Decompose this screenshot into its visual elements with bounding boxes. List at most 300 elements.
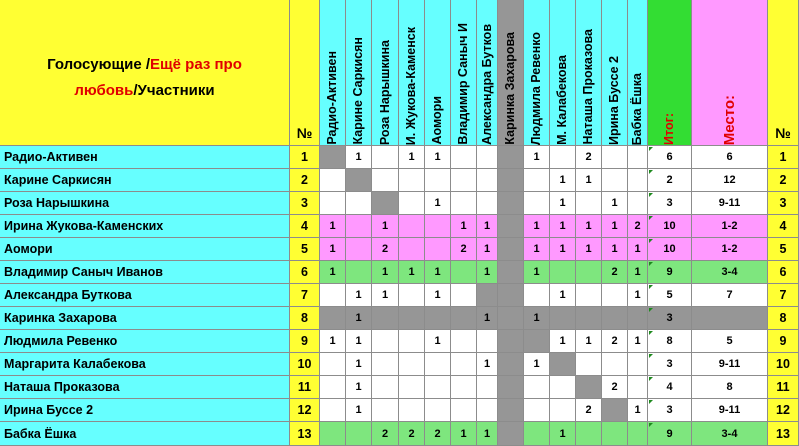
participant-number-right: 4 — [779, 219, 787, 233]
row-no-7[interactable] — [290, 284, 320, 307]
vote-cell[interactable] — [477, 238, 498, 261]
vote-cell[interactable] — [602, 146, 628, 169]
row-no-2[interactable] — [290, 169, 320, 192]
row-name-1[interactable] — [0, 146, 290, 169]
vote-cell[interactable] — [451, 307, 477, 330]
row-no-right-1[interactable] — [768, 146, 799, 169]
vote-cell[interactable] — [346, 284, 372, 307]
vote-cell[interactable] — [399, 192, 425, 215]
vote-cell[interactable] — [320, 399, 346, 422]
row-place-2[interactable] — [692, 169, 768, 192]
vote-value: 1 — [329, 220, 336, 232]
row-place-5[interactable] — [692, 238, 768, 261]
vote-cell[interactable] — [477, 399, 498, 422]
vote-cell[interactable] — [399, 307, 425, 330]
vote-cell[interactable] — [372, 238, 399, 261]
header-col-2[interactable] — [346, 0, 372, 146]
vote-cell[interactable] — [498, 307, 524, 330]
vote-cell[interactable] — [320, 330, 346, 353]
header-col-label: М. Калабекова — [555, 55, 570, 145]
vote-cell[interactable] — [550, 353, 576, 376]
vote-cell[interactable] — [628, 261, 648, 284]
vote-cell[interactable] — [498, 399, 524, 422]
row-no-11[interactable] — [290, 376, 320, 399]
vote-cell[interactable] — [576, 376, 602, 399]
header-no-cell[interactable] — [290, 0, 320, 146]
vote-cell[interactable] — [602, 422, 628, 446]
vote-cell[interactable] — [524, 192, 550, 215]
vote-cell[interactable] — [628, 146, 648, 169]
participant-number-right: 3 — [779, 196, 787, 210]
vote-cell[interactable] — [602, 215, 628, 238]
participant-number: 9 — [301, 334, 308, 348]
vote-value: 1 — [634, 266, 641, 278]
participant-number: 10 — [297, 357, 312, 371]
vote-cell[interactable] — [477, 422, 498, 446]
vote-cell[interactable] — [320, 422, 346, 446]
participant-number-right: 12 — [776, 403, 790, 417]
row-place-7[interactable] — [692, 284, 768, 307]
vote-cell[interactable] — [602, 307, 628, 330]
vote-cell[interactable] — [372, 169, 399, 192]
vote-cell[interactable] — [550, 215, 576, 238]
vote-cell[interactable] — [498, 169, 524, 192]
vote-value: 2 — [381, 243, 389, 255]
vote-cell[interactable] — [524, 307, 550, 330]
vote-cell[interactable] — [498, 330, 524, 353]
vote-cell[interactable] — [477, 307, 498, 330]
vote-cell[interactable] — [451, 192, 477, 215]
vote-cell[interactable] — [498, 376, 524, 399]
header-col-label: Радио-Активен — [325, 51, 340, 145]
vote-cell[interactable] — [346, 307, 372, 330]
vote-cell[interactable] — [550, 284, 576, 307]
row-name-11[interactable] — [0, 376, 290, 399]
vote-cell[interactable] — [550, 192, 576, 215]
row-total-10[interactable] — [648, 353, 692, 376]
row-place-9[interactable] — [692, 330, 768, 353]
participant-number: 3 — [301, 196, 308, 210]
vote-cell[interactable] — [550, 169, 576, 192]
vote-cell[interactable] — [477, 330, 498, 353]
vote-cell[interactable] — [524, 399, 550, 422]
vote-cell[interactable] — [320, 376, 346, 399]
row-no-right-4[interactable] — [768, 215, 799, 238]
header-col-6[interactable] — [451, 0, 477, 146]
vote-cell[interactable] — [399, 146, 425, 169]
participant-number: 1 — [301, 150, 308, 164]
row-place-12[interactable] — [692, 399, 768, 422]
vote-cell[interactable] — [477, 192, 498, 215]
header-col-9[interactable] — [524, 0, 550, 146]
vote-cell[interactable] — [498, 353, 524, 376]
vote-cell[interactable] — [576, 261, 602, 284]
vote-cell[interactable] — [576, 422, 602, 446]
place-value: 9-11 — [718, 404, 741, 416]
vote-cell[interactable] — [602, 261, 628, 284]
vote-cell[interactable] — [425, 399, 451, 422]
vote-cell[interactable] — [550, 261, 576, 284]
row-place-13[interactable] — [692, 422, 768, 446]
vote-cell[interactable] — [320, 215, 346, 238]
vote-cell[interactable] — [346, 146, 372, 169]
vote-value: 2 — [611, 381, 618, 393]
header-col-label: И. Жукова-Каменск — [404, 26, 419, 145]
vote-cell[interactable] — [346, 192, 372, 215]
vote-cell[interactable] — [425, 215, 451, 238]
row-no-3[interactable] — [290, 192, 320, 215]
vote-cell[interactable] — [524, 169, 550, 192]
row-name-8[interactable] — [0, 307, 290, 330]
row-no-10[interactable] — [290, 353, 320, 376]
participant-number-right: 9 — [779, 334, 787, 348]
vote-cell[interactable] — [602, 353, 628, 376]
vote-cell[interactable] — [320, 169, 346, 192]
vote-cell[interactable] — [346, 376, 372, 399]
vote-cell[interactable] — [451, 146, 477, 169]
vote-cell[interactable] — [425, 284, 451, 307]
vote-cell[interactable] — [602, 376, 628, 399]
participant-number: 4 — [301, 219, 308, 233]
total-value: 10 — [663, 220, 676, 232]
row-name-9[interactable] — [0, 330, 290, 353]
vote-cell[interactable] — [425, 376, 451, 399]
row-place-8[interactable] — [692, 307, 768, 330]
row-total-1[interactable] — [648, 146, 692, 169]
vote-cell[interactable] — [451, 169, 477, 192]
row-no-13[interactable] — [290, 422, 320, 446]
vote-cell[interactable] — [346, 169, 372, 192]
row-name-12[interactable] — [0, 399, 290, 422]
row-no-right-6[interactable] — [768, 261, 799, 284]
vote-cell[interactable] — [524, 284, 550, 307]
header-col-5[interactable] — [425, 0, 451, 146]
vote-cell[interactable] — [451, 422, 477, 446]
vote-cell[interactable] — [576, 353, 602, 376]
row-name-7[interactable] — [0, 284, 290, 307]
header-no-right-cell[interactable] — [768, 0, 799, 146]
row-no-right-2[interactable] — [768, 169, 799, 192]
vote-cell[interactable] — [451, 399, 477, 422]
vote-cell[interactable] — [425, 169, 451, 192]
header-col-8[interactable] — [498, 0, 524, 146]
vote-cell[interactable] — [425, 192, 451, 215]
row-no-8[interactable] — [290, 307, 320, 330]
vote-cell[interactable] — [576, 238, 602, 261]
vote-cell[interactable] — [346, 353, 372, 376]
vote-cell[interactable] — [425, 353, 451, 376]
row-name-10[interactable] — [0, 353, 290, 376]
vote-cell[interactable] — [550, 376, 576, 399]
vote-cell[interactable] — [372, 261, 399, 284]
header-col-7[interactable] — [477, 0, 498, 146]
row-name-2[interactable] — [0, 169, 290, 192]
header-col-10[interactable] — [550, 0, 576, 146]
vote-value: 1 — [434, 289, 441, 301]
vote-cell[interactable] — [346, 238, 372, 261]
vote-value: 1 — [434, 151, 441, 163]
vote-value: 1 — [634, 289, 641, 301]
row-total-7[interactable] — [648, 284, 692, 307]
vote-cell[interactable] — [576, 215, 602, 238]
participant-name: Владимир Саныч Иванов — [4, 265, 163, 279]
row-total-11[interactable] — [648, 376, 692, 399]
header-col-label: Владимир Саныч И — [456, 23, 471, 145]
row-total-13[interactable] — [648, 422, 692, 446]
vote-cell[interactable] — [372, 307, 399, 330]
header-col-label: Аомори — [430, 96, 445, 145]
vote-cell[interactable] — [628, 307, 648, 330]
vote-cell[interactable] — [372, 399, 399, 422]
vote-cell[interactable] — [425, 307, 451, 330]
vote-cell[interactable] — [425, 422, 451, 446]
vote-cell[interactable] — [628, 376, 648, 399]
header-title-cell[interactable] — [0, 0, 290, 146]
header-col-label: Александра Бутков — [479, 24, 494, 145]
vote-cell[interactable] — [425, 146, 451, 169]
vote-cell[interactable] — [498, 422, 524, 446]
vote-cell[interactable] — [576, 284, 602, 307]
vote-value: 2 — [434, 427, 441, 440]
row-place-3[interactable] — [692, 192, 768, 215]
vote-value: 2 — [381, 427, 389, 440]
vote-cell[interactable] — [498, 146, 524, 169]
header-col-3[interactable] — [372, 0, 399, 146]
row-no-right-7[interactable] — [768, 284, 799, 307]
vote-cell[interactable] — [628, 238, 648, 261]
row-no-right-8[interactable] — [768, 307, 799, 330]
row-total-3[interactable] — [648, 192, 692, 215]
vote-cell[interactable] — [451, 238, 477, 261]
vote-cell[interactable] — [602, 284, 628, 307]
vote-cell[interactable] — [372, 330, 399, 353]
vote-value: 1 — [533, 266, 540, 278]
vote-value: 2 — [585, 404, 592, 416]
row-total-12[interactable] — [648, 399, 692, 422]
row-no-12[interactable] — [290, 399, 320, 422]
vote-cell[interactable] — [451, 376, 477, 399]
vote-cell[interactable] — [372, 376, 399, 399]
vote-value: 1 — [559, 427, 566, 440]
header-place-cell[interactable] — [692, 0, 768, 146]
row-no-4[interactable] — [290, 215, 320, 238]
total-value: 3 — [666, 404, 673, 416]
row-total-5[interactable] — [648, 238, 692, 261]
header-col-13[interactable] — [628, 0, 648, 146]
vote-cell[interactable] — [550, 307, 576, 330]
vote-value: 1 — [533, 358, 540, 370]
participant-name: Наташа Проказова — [4, 380, 120, 394]
row-no-right-5[interactable] — [768, 238, 799, 261]
vote-cell[interactable] — [524, 376, 550, 399]
row-total-6[interactable] — [648, 261, 692, 284]
row-no-right-13[interactable] — [768, 422, 799, 446]
vote-cell[interactable] — [399, 422, 425, 446]
row-no-9[interactable] — [290, 330, 320, 353]
vote-cell[interactable] — [524, 422, 550, 446]
vote-cell[interactable] — [451, 215, 477, 238]
vote-value: 1 — [460, 220, 467, 232]
row-name-13[interactable] — [0, 422, 290, 446]
vote-cell[interactable] — [602, 238, 628, 261]
vote-cell[interactable] — [451, 261, 477, 284]
row-total-9[interactable] — [648, 330, 692, 353]
vote-cell[interactable] — [399, 284, 425, 307]
vote-cell[interactable] — [628, 215, 648, 238]
vote-cell[interactable] — [477, 353, 498, 376]
vote-cell[interactable] — [320, 146, 346, 169]
vote-cell[interactable] — [628, 330, 648, 353]
vote-cell[interactable] — [372, 284, 399, 307]
vote-cell[interactable] — [628, 192, 648, 215]
vote-cell[interactable] — [477, 284, 498, 307]
vote-cell[interactable] — [576, 146, 602, 169]
vote-cell[interactable] — [320, 238, 346, 261]
vote-cell[interactable] — [451, 330, 477, 353]
vote-cell[interactable] — [399, 238, 425, 261]
row-name-5[interactable] — [0, 238, 290, 261]
vote-cell[interactable] — [399, 215, 425, 238]
vote-cell[interactable] — [602, 192, 628, 215]
row-total-2[interactable] — [648, 169, 692, 192]
vote-cell[interactable] — [498, 261, 524, 284]
vote-cell[interactable] — [399, 261, 425, 284]
vote-cell[interactable] — [477, 169, 498, 192]
vote-cell[interactable] — [320, 284, 346, 307]
vote-cell[interactable] — [320, 353, 346, 376]
vote-cell[interactable] — [576, 307, 602, 330]
vote-cell[interactable] — [451, 353, 477, 376]
vote-cell[interactable] — [550, 399, 576, 422]
vote-cell[interactable] — [425, 261, 451, 284]
vote-cell[interactable] — [576, 399, 602, 422]
vote-cell[interactable] — [372, 215, 399, 238]
vote-cell[interactable] — [628, 169, 648, 192]
row-no-right-12[interactable] — [768, 399, 799, 422]
row-no-right-11[interactable] — [768, 376, 799, 399]
vote-cell[interactable] — [628, 353, 648, 376]
vote-cell[interactable] — [346, 330, 372, 353]
vote-cell[interactable] — [602, 399, 628, 422]
vote-cell[interactable] — [399, 399, 425, 422]
header-col-11[interactable] — [576, 0, 602, 146]
vote-cell[interactable] — [498, 284, 524, 307]
participant-name: Ирина Буссе 2 — [4, 403, 94, 417]
row-name-6[interactable] — [0, 261, 290, 284]
vote-cell[interactable] — [477, 376, 498, 399]
vote-cell[interactable] — [451, 284, 477, 307]
row-no-right-9[interactable] — [768, 330, 799, 353]
vote-cell[interactable] — [524, 215, 550, 238]
header-col-label: Каринка Захарова — [503, 32, 518, 145]
vote-cell[interactable] — [628, 422, 648, 446]
row-place-6[interactable] — [692, 261, 768, 284]
vote-cell[interactable] — [576, 192, 602, 215]
vote-cell[interactable] — [477, 261, 498, 284]
total-value: 9 — [666, 266, 673, 278]
vote-cell[interactable] — [346, 261, 372, 284]
vote-cell[interactable] — [477, 215, 498, 238]
vote-value: 1 — [355, 404, 362, 416]
participant-name: Радио-Активен — [4, 150, 98, 164]
header-col-1[interactable] — [320, 0, 346, 146]
vote-cell[interactable] — [399, 169, 425, 192]
header-col-12[interactable] — [602, 0, 628, 146]
vote-cell[interactable] — [628, 399, 648, 422]
place-value: 8 — [726, 381, 733, 393]
vote-cell[interactable] — [320, 307, 346, 330]
vote-cell[interactable] — [602, 330, 628, 353]
row-place-4[interactable] — [692, 215, 768, 238]
vote-cell[interactable] — [550, 330, 576, 353]
vote-cell[interactable] — [524, 330, 550, 353]
vote-cell[interactable] — [425, 330, 451, 353]
header-total-cell[interactable] — [648, 0, 692, 146]
vote-cell[interactable] — [550, 422, 576, 446]
vote-cell[interactable] — [628, 284, 648, 307]
participant-name: Ирина Жукова-Каменских — [4, 219, 164, 233]
vote-value: 1 — [559, 243, 566, 255]
vote-cell[interactable] — [602, 169, 628, 192]
row-place-11[interactable] — [692, 376, 768, 399]
vote-cell[interactable] — [399, 376, 425, 399]
header-total-label: Итог: — [662, 113, 677, 145]
vote-cell[interactable] — [320, 192, 346, 215]
row-name-4[interactable] — [0, 215, 290, 238]
vote-cell[interactable] — [576, 330, 602, 353]
vote-cell[interactable] — [372, 353, 399, 376]
row-no-5[interactable] — [290, 238, 320, 261]
vote-cell[interactable] — [346, 422, 372, 446]
vote-cell[interactable] — [425, 238, 451, 261]
vote-cell[interactable] — [372, 146, 399, 169]
vote-cell[interactable] — [524, 261, 550, 284]
vote-cell[interactable] — [524, 353, 550, 376]
header-col-label: Наташа Проказова — [581, 29, 596, 145]
vote-cell[interactable] — [576, 169, 602, 192]
vote-cell[interactable] — [372, 192, 399, 215]
row-no-right-3[interactable] — [768, 192, 799, 215]
vote-cell[interactable] — [320, 261, 346, 284]
row-total-4[interactable] — [648, 215, 692, 238]
row-no-1[interactable] — [290, 146, 320, 169]
header-col-4[interactable] — [399, 0, 425, 146]
row-no-right-10[interactable] — [768, 353, 799, 376]
vote-cell[interactable] — [372, 422, 399, 446]
vote-cell[interactable] — [498, 238, 524, 261]
header-col-label: Роза Нарышкина — [377, 39, 392, 145]
vote-cell[interactable] — [550, 238, 576, 261]
total-value: 8 — [666, 335, 673, 347]
vote-cell[interactable] — [550, 146, 576, 169]
vote-cell[interactable] — [498, 215, 524, 238]
row-place-1[interactable] — [692, 146, 768, 169]
header-title-part1: Голосующие / — [47, 55, 150, 73]
row-total-8[interactable] — [648, 307, 692, 330]
vote-cell[interactable] — [346, 399, 372, 422]
vote-cell[interactable] — [346, 215, 372, 238]
vote-cell[interactable] — [524, 146, 550, 169]
vote-cell[interactable] — [477, 146, 498, 169]
vote-cell[interactable] — [524, 238, 550, 261]
row-place-10[interactable] — [692, 353, 768, 376]
vote-value: 1 — [355, 289, 362, 301]
vote-cell[interactable] — [399, 353, 425, 376]
row-name-3[interactable] — [0, 192, 290, 215]
row-no-6[interactable] — [290, 261, 320, 284]
vote-cell[interactable] — [498, 192, 524, 215]
vote-cell[interactable] — [399, 330, 425, 353]
